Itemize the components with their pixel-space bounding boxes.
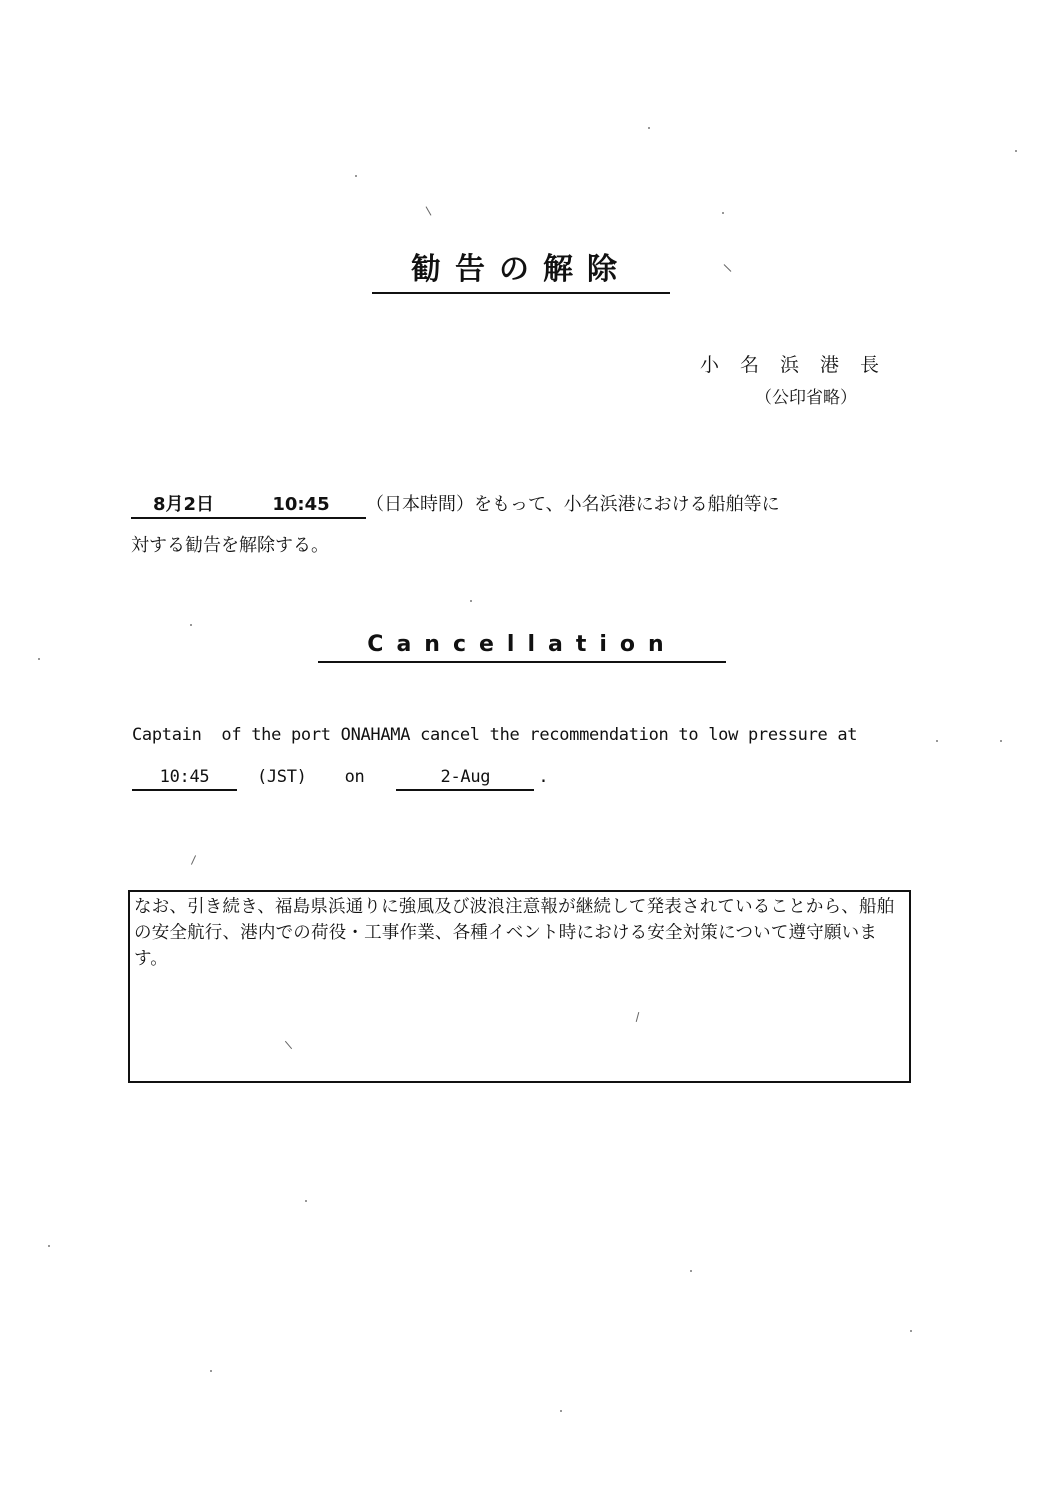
scan-speck (355, 175, 357, 177)
scan-speck (48, 1245, 50, 1247)
en-body-line-1: Captain of the port ONAHAMA cancel the recommendation to low pressure at (132, 725, 858, 745)
en-timezone: (JST) (256, 767, 307, 787)
scan-speck (190, 624, 192, 626)
seal-omitted-note: （公印省略） (755, 388, 857, 408)
scan-speck (724, 264, 732, 272)
scan-speck (910, 1330, 912, 1332)
scan-speck (936, 740, 938, 742)
jp-body-text-2: 対する勧告を解除する。 (131, 535, 329, 556)
english-body (132, 714, 932, 798)
scan-speck (1000, 740, 1002, 742)
en-time-field: 10:45 (132, 765, 237, 791)
scan-speck (38, 658, 40, 660)
scan-speck (690, 1270, 692, 1272)
scan-speck (191, 855, 196, 864)
scan-speck (305, 1200, 307, 1202)
jp-body-text-1: （日本時間）をもって、小名浜港における船舶等に (366, 494, 780, 515)
en-date-field: 2-Aug (396, 765, 534, 791)
notice-text: なお、引き続き、福島県浜通りに強風及び波浪注意報が継続して発表されていることから、船舶の安全航行、港内での荷役・工事作業、各種イベント時における安全対策について遵守願います。 (134, 897, 895, 969)
jp-date-field: 8月2日 (131, 493, 236, 519)
japanese-body (131, 484, 891, 566)
scan-speck (1015, 150, 1017, 152)
scan-speck (560, 1410, 562, 1412)
japanese-title: 勧告の解除 (372, 244, 670, 294)
jp-time-field: 10:45 (236, 493, 366, 519)
scan-speck (470, 600, 472, 602)
scan-speck (722, 212, 724, 214)
scan-speck (648, 127, 650, 129)
en-on-word: on (344, 767, 365, 787)
scan-speck (426, 206, 432, 215)
notice-box (128, 890, 911, 1083)
en-period: . (538, 767, 549, 787)
scan-speck (210, 1370, 212, 1372)
issuer-name: 小名浜港長 (700, 354, 901, 376)
english-title: Cancellation (318, 632, 726, 663)
